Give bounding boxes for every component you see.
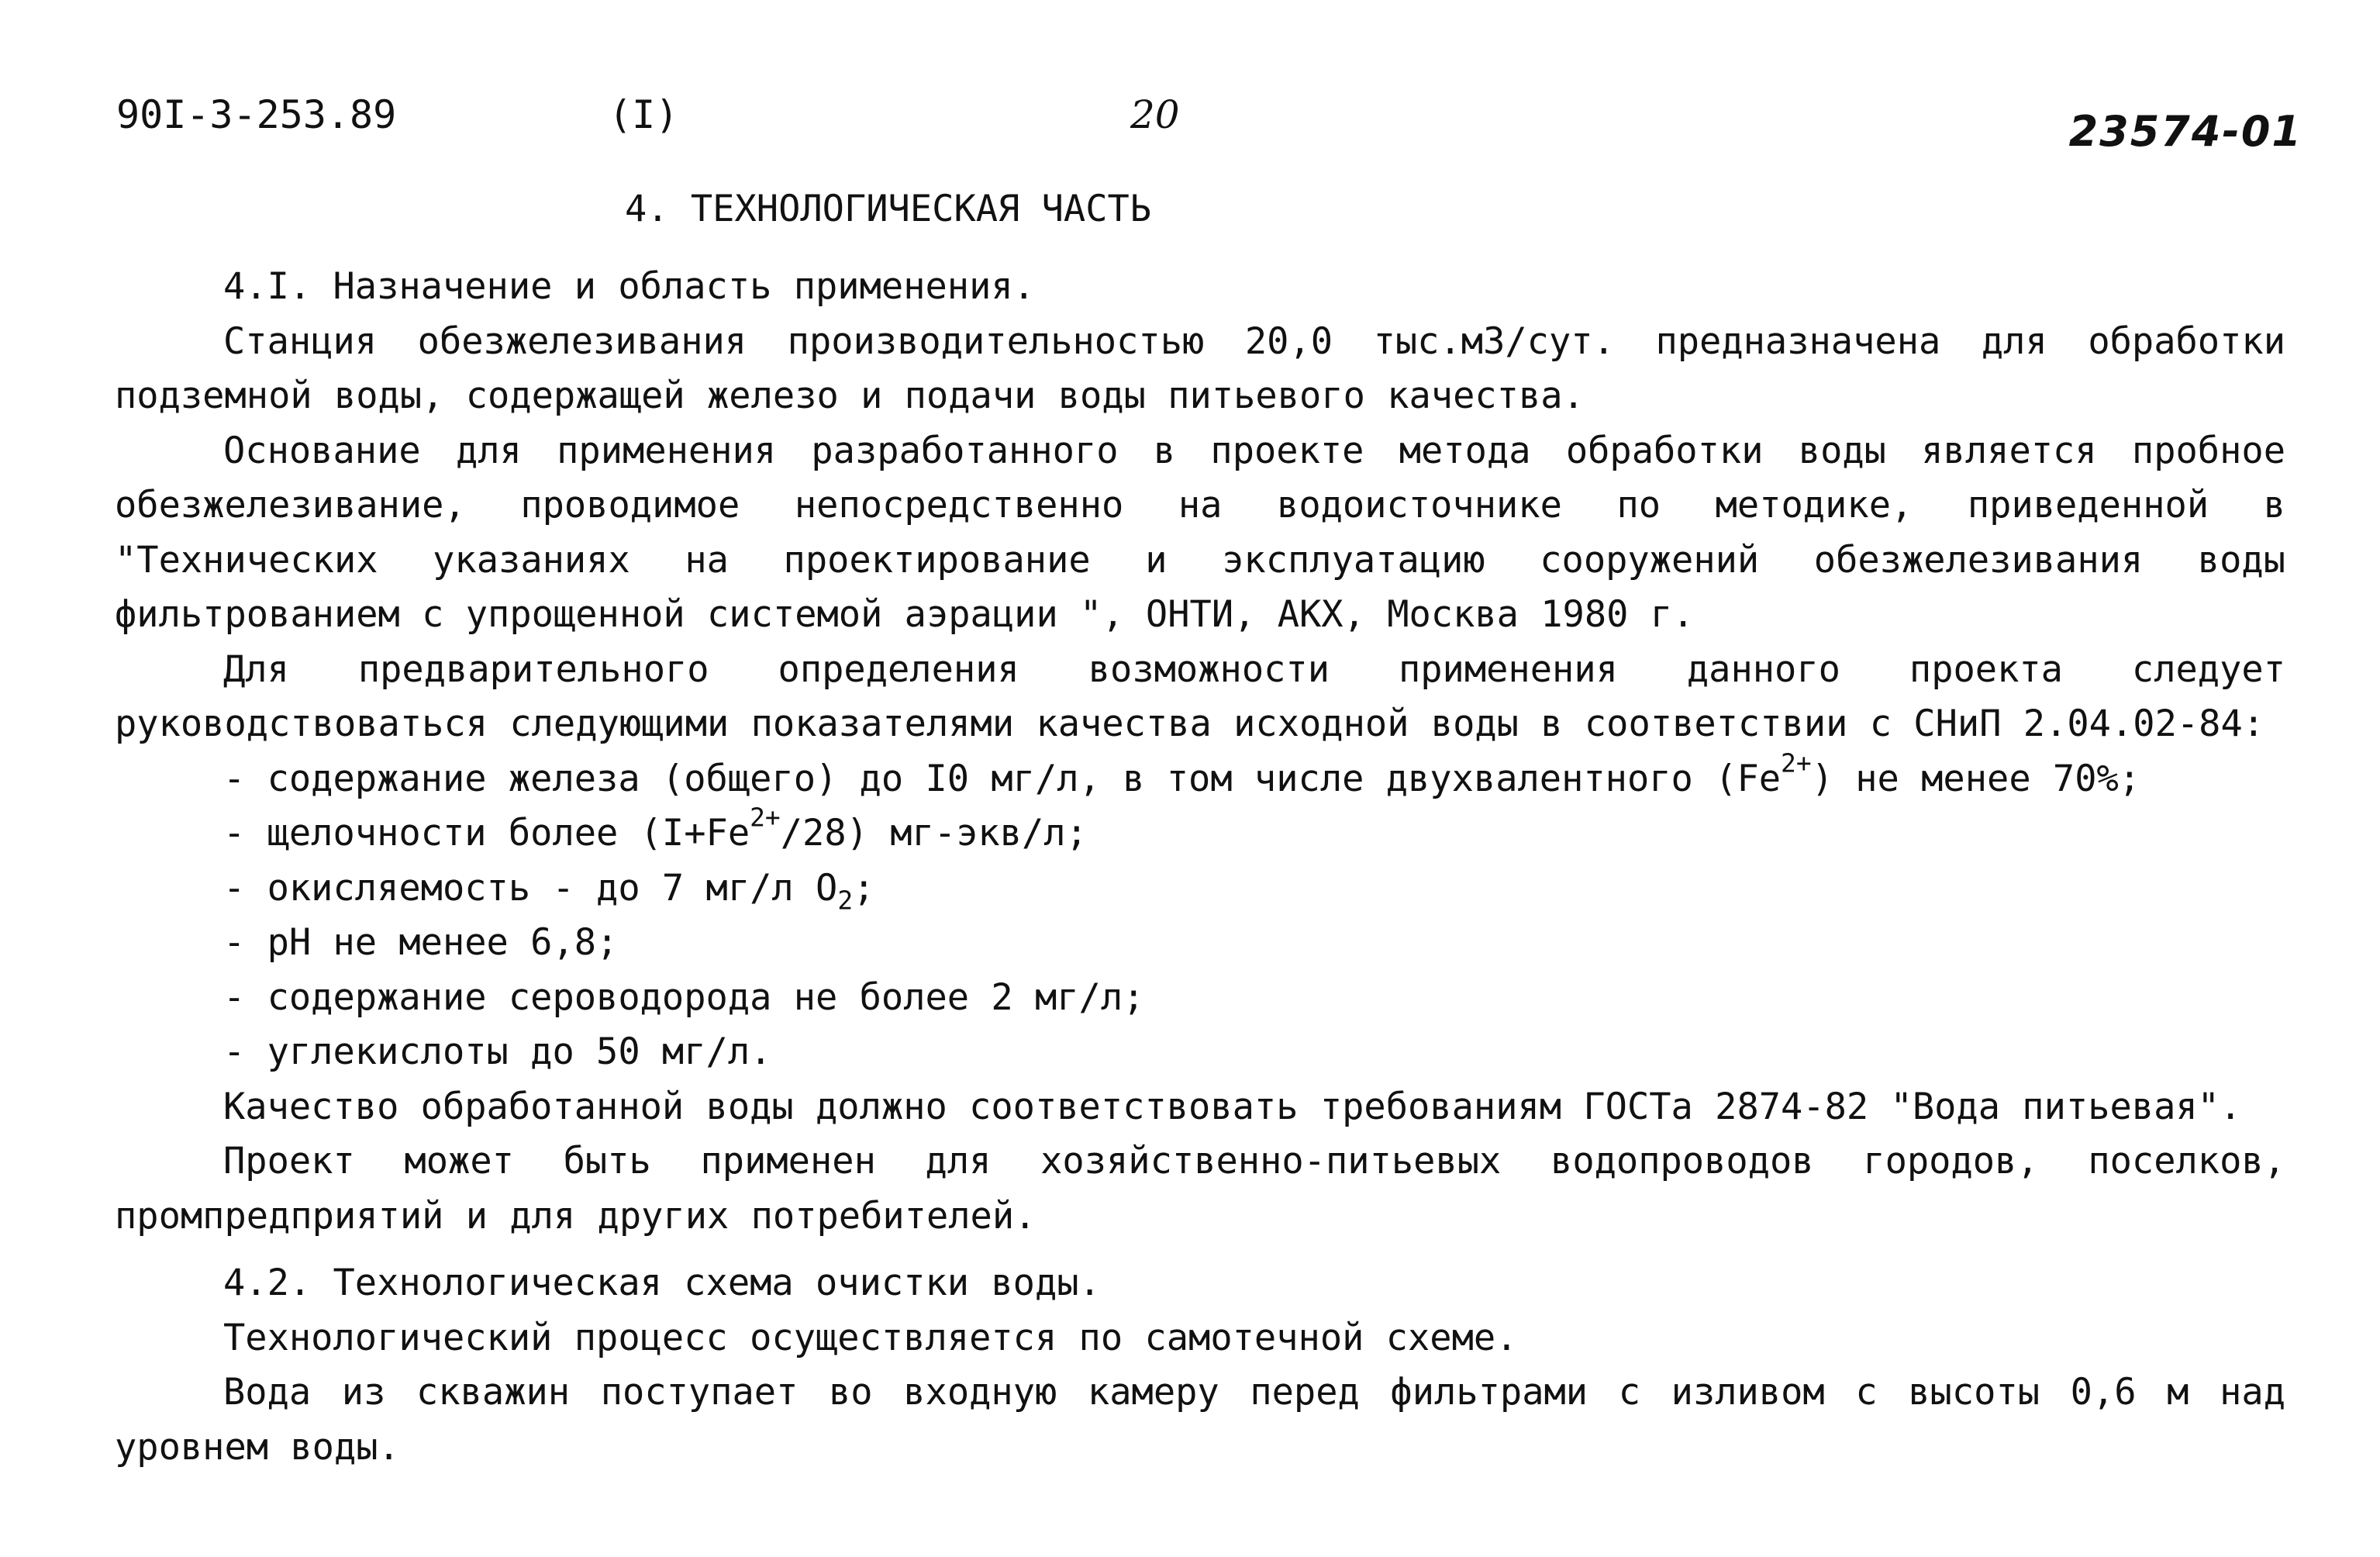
document-code: 90I-3-253.89 bbox=[116, 92, 397, 137]
list-item-iron: - содержание железа (общего) до I0 мг/л, в том числе двухвалентного $(Fe^{2+})$ не менее 70%; bbox=[223, 747, 2141, 800]
paragraph-indicators: Для предварительного определения возможности применения данного проекта следует руководствоваться следующими показателями качества исходной воды в соответствии с СНиП 2.04.02-84: bbox=[115, 647, 2285, 745]
document-body bbox=[115, 260, 2285, 1475]
document-part: (I) bbox=[609, 92, 679, 137]
paragraph-purpose: Станция обезжелезивания производительностью 20,0 тыс.м3/сут. предназначена для обработки подземной воды, содержащей железо и подачи воды питьевого качества. bbox=[115, 319, 2285, 417]
section-title: 4. ТЕХНОЛОГИЧЕСКАЯ ЧАСТЬ bbox=[625, 188, 1152, 230]
paragraph-process: Технологический процесс осуществляется по самотечной схеме. bbox=[223, 1316, 1518, 1359]
inventory-number: 23574-01 bbox=[2068, 107, 2302, 156]
paragraph-inlet: Вода из скважин поступает во входную камеру перед фильтрами с изливом с высоты 0,6 м над уровнем воды. bbox=[115, 1371, 2285, 1469]
subsection-heading-4-1: 4.I. Назначение и область применения. bbox=[223, 265, 1035, 308]
paragraph-basis: Основание для применения разработанного в проекте метода обработки воды является пробное обезжелезивание, проводимое непосредственно на водоисточнике по методике, приведенной в "Технических указаниях на проектирование и эксплуатацию сооружений обезжелезивания воды фильтрованием с упрощенной системой аэрации ", ОНТИ, АКХ, Москва 1980 г. bbox=[115, 429, 2285, 636]
paragraph-application: Проект может быть применен для хозяйственно-питьевых водопроводов городов, поселков, промпредприятий и для других потребителей. bbox=[115, 1140, 2285, 1238]
list-item-carbonic-acid: - углекислоты до 50 мг/л. bbox=[223, 1031, 772, 1073]
list-item-ph: - pH не менее 6,8; bbox=[223, 921, 619, 964]
list-item-hydrogen-sulfide: - содержание сероводорода не более 2 мг/л; bbox=[223, 975, 1145, 1019]
subsection-heading-4-2: 4.2. Технологическая схема очистки воды. bbox=[223, 1262, 1101, 1304]
list-item-alkalinity: - щелочности более $(I+Fe^{2+}/28)$ мг-экв/л; bbox=[223, 802, 1088, 854]
list-item-oxidizability: - окисляемость - до 7 мг/л $O_2$; bbox=[223, 866, 875, 915]
page-number: 20 bbox=[1130, 92, 1180, 137]
paragraph-quality: Качество обработанной воды должно соответствовать требованиям ГОСТа 2874-82 "Вода питьевая". bbox=[223, 1085, 2242, 1128]
